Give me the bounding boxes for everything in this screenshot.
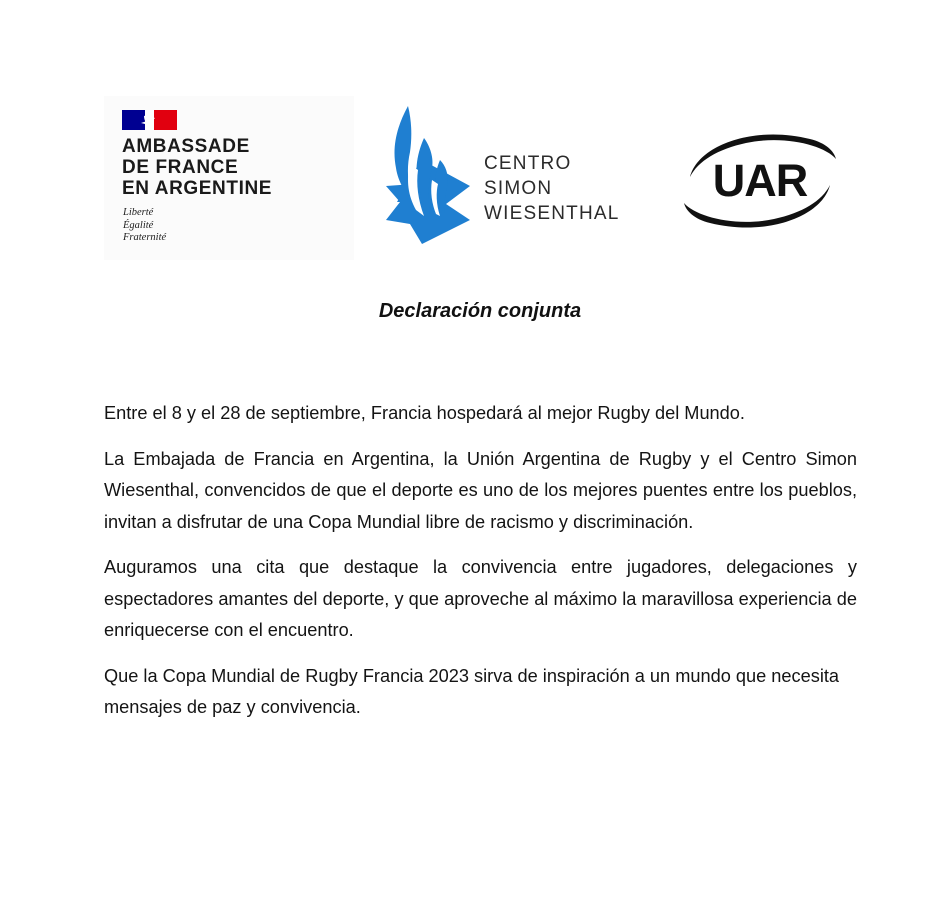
logo-uar: [684, 131, 836, 231]
csw-name-line: WIESENTHAL: [484, 203, 620, 224]
republic-motto: [123, 207, 166, 245]
logo-centro-simon-wiesenthal: [384, 104, 624, 249]
csw-name-line: SIMON: [484, 178, 553, 199]
document-title: Declaración conjunta: [378, 300, 582, 322]
flame-star-icon: [384, 104, 474, 246]
paragraph: Entre el 8 y el 28 de septiembre, Francia hospedará al mejor Rugby del Mundo.: [104, 403, 745, 423]
document-body: [104, 398, 857, 724]
ambassade-name-line: DE FRANCE: [122, 157, 239, 178]
paragraph: La Embajada de Francia en Argentina, la Unión Argentina de Rugby y el Centro Simon Wiesenthal, convencidos de que el deporte es uno de los mejores puentes entre los pueblos, invitan a disfrutar de una Copa Mundial libre de racismo y discriminación.: [104, 448, 857, 532]
logo-ambassade-de-france: [104, 96, 354, 260]
marianne-flag-icon: [122, 110, 177, 130]
ambassade-name-line: AMBASSADE: [122, 136, 250, 157]
csw-name-line: CENTRO: [484, 153, 572, 174]
ambassade-name-line: EN ARGENTINE: [122, 178, 273, 199]
paragraph: Auguramos una cita que destaque la convivencia entre jugadores, delegaciones y espectadores amantes del deporte, y que aproveche al máximo la maravillosa experiencia de enriquecerse con el encuentro.: [104, 557, 857, 640]
motto-line: Liberté: [123, 207, 154, 218]
csw-name: [484, 151, 620, 226]
motto-line: Égalité: [123, 219, 154, 231]
motto-line: Fraternité: [123, 232, 167, 243]
ambassade-name: [122, 136, 272, 199]
paragraph: Que la Copa Mundial de Rugby Francia 2023 sirva de inspiración a un mundo que necesita mensajes de paz y convivencia.: [104, 665, 840, 717]
uar-wordmark: UAR: [712, 155, 808, 206]
